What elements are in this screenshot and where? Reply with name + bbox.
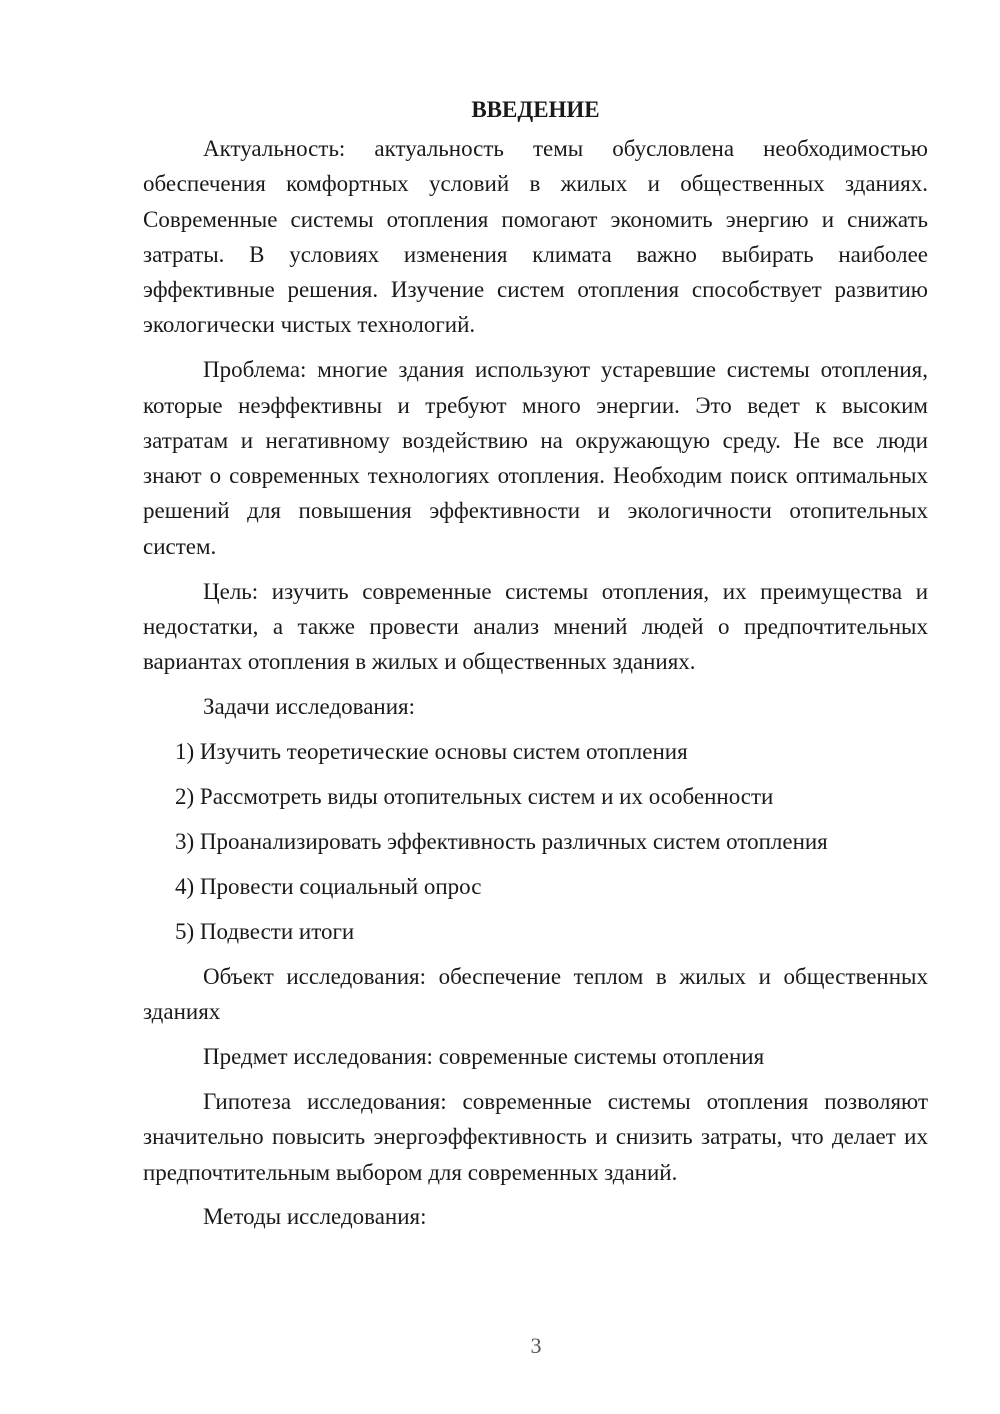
problem-paragraph: Проблема: многие здания используют устаревшие системы отопления, которые неэффективны и требуют много энергии. Это ведет к высоким затратам и негативному воздействию на окружающую среду. Не все люди знают о современных технологиях отопления. Необходим поиск оптимальных решений для повышения эффективности и экологичности отопительных систем. [143, 357, 928, 559]
goal-paragraph: Цель: изучить современные системы отопления, их преимущества и недостатки, а также провести анализ мнений людей о предпочтительных вариантах отопления в жилых и общественных зданиях. [143, 578, 928, 675]
tasks-title: Задачи исследования: [203, 693, 416, 719]
subject-paragraph: Предмет исследования: современные системы отопления [203, 1044, 765, 1070]
task-item: 2) Рассмотреть виды отопительных систем и их особенности [175, 783, 774, 809]
object-paragraph: Объект исследования: обеспечение теплом в жилых и общественных зданиях [143, 963, 928, 1025]
tasks-list [143, 734, 928, 949]
hypothesis-paragraph: Гипотеза исследования: современные системы отопления позволяют значительно повысить энергоэффективность и снизить затраты, что делает их предпочтительным выбором для современных зданий. [143, 1089, 928, 1185]
task-item: 4) Провести социальный опрос [175, 873, 482, 899]
page-number: 3 [530, 1333, 542, 1358]
task-item: 1) Изучить теоретические основы систем отопления [175, 738, 688, 764]
relevance-paragraph: Актуальность: актуальность темы обусловлена необходимостью обеспечения комфортных условий в жилых и общественных зданиях. Современные системы отопления помогают экономить энергию и снижать затраты. В условиях изменения климата важно выбирать наиболее эффективные решения. Изучение систем отопления способствует развитию экологически чистых технологий. [143, 136, 928, 338]
section-heading: ВВЕДЕНИЕ [471, 97, 600, 122]
task-item: 3) Проанализировать эффективность различных систем отопления [175, 828, 828, 854]
methods-title: Методы исследования: [203, 1204, 427, 1230]
task-item: 5) Подвести итоги [175, 918, 355, 944]
page-content [143, 92, 928, 1244]
